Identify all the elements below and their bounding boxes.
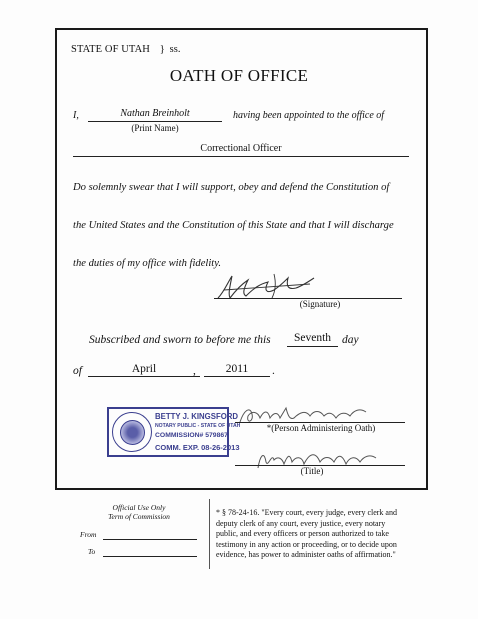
appointment-text: having been appointed to the office of (233, 110, 385, 121)
oath-line-1: Do solemnly swear that I will support, obey and defend the Constitution of (73, 182, 390, 193)
name-caption: (Print Name) (131, 123, 179, 133)
to-label: To (88, 547, 96, 556)
oath-line-2: the United States and the Constitution of this State and that I will discharge (73, 220, 394, 231)
venue-header (71, 44, 181, 55)
notary-stamp (107, 407, 241, 457)
from-field[interactable] (103, 539, 197, 540)
to-field[interactable] (103, 556, 197, 557)
venue-ss: ss. (169, 44, 181, 55)
month-underline (88, 376, 200, 377)
sworn-month[interactable]: April (131, 363, 157, 375)
venue-brace: } (159, 44, 165, 55)
sworn-year[interactable]: 2011 (225, 363, 249, 375)
stamp-name: BETTY J. KINGSFORD (155, 412, 239, 421)
stamp-title: NOTARY PUBLIC - STATE OF UTAH (155, 423, 241, 429)
of-word: of (73, 365, 82, 377)
signature-caption: (Signature) (299, 299, 341, 309)
from-label: From (80, 530, 97, 539)
official-use-label: Official Use Only (112, 503, 166, 512)
stamp-expiry: COMM. EXP. 08-26-2013 (155, 443, 240, 452)
state-label: STATE OF UTAH (71, 44, 150, 55)
name-underline (88, 121, 222, 122)
day-word: day (342, 334, 359, 346)
year-period: . (272, 365, 275, 377)
year-underline (204, 376, 270, 377)
footer-divider (209, 499, 210, 569)
stamp-commission: COMMISSION# 579867 (155, 432, 228, 439)
term-label: Term of Commission (108, 512, 170, 521)
day-underline (287, 346, 338, 347)
statute-text: * § 78-24-16. "Every court, every judge, every clerk and deputy clerk of any court, every justice, every notary public, and every officers or person authorized to take testimony in any action or proceeding, or to decide upon evidence, has power to administer oaths of affirmation." (216, 508, 397, 559)
appointee-name[interactable]: Nathan Breinholt (120, 108, 190, 119)
administering-caption: *(Person Administering Oath) (266, 423, 376, 433)
sworn-day[interactable]: Seventh (293, 332, 332, 344)
title-caption: (Title) (300, 466, 324, 476)
appointee-prefix: I, (73, 110, 79, 121)
oath-line-3: the duties of my office with fidelity. (73, 258, 221, 269)
office-title[interactable]: Correctional Officer (200, 143, 282, 154)
sworn-text: Subscribed and sworn to before me this (89, 334, 271, 346)
document-title: OATH OF OFFICE (169, 66, 309, 85)
notary-seal (112, 412, 152, 452)
office-underline (73, 156, 409, 157)
month-comma: , (193, 365, 196, 377)
